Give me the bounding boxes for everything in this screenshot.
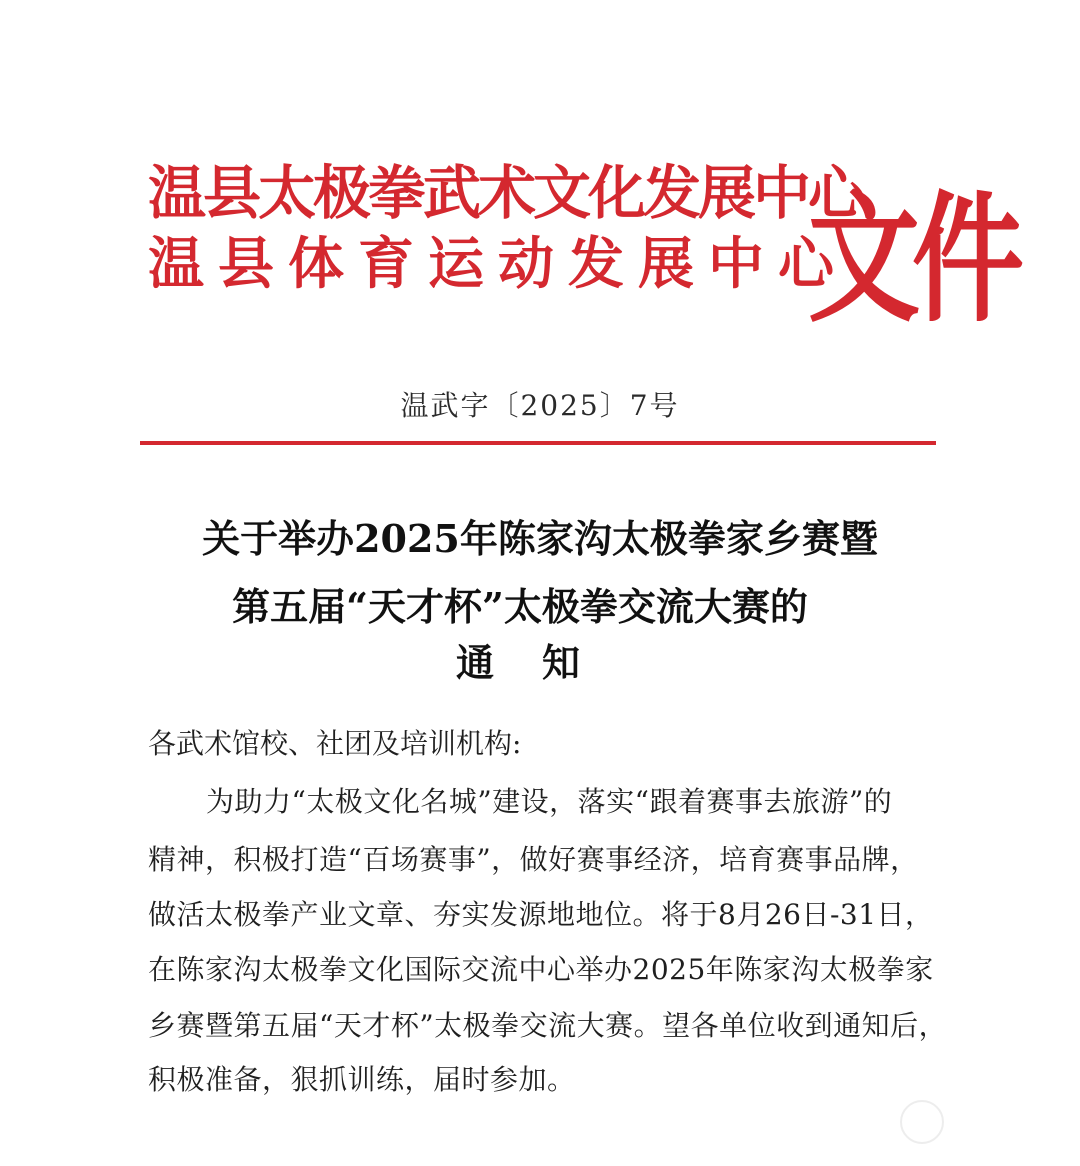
notice-title-line-2: 第五届“天才杯”太极拳交流大赛的 <box>232 584 808 629</box>
faint-watermark-circle <box>900 1100 944 1144</box>
masthead-org-line-1: 温县太极拳武术文化发展中心 <box>148 159 864 227</box>
document-number: 温武字〔2025〕7号 <box>400 389 680 422</box>
masthead-document-word: 文件 <box>808 179 1016 342</box>
body-line: 做活太极拳产业文章、夯实发源地地位。将于8月26日-31日， <box>148 898 934 931</box>
body-line: 精神，积极打造“百场赛事”，做好赛事经济，培育赛事品牌， <box>148 843 919 876</box>
body-line: 积极准备，狠抓训练，届时参加。 <box>148 1063 576 1096</box>
masthead-org-line-2: 温县体育运动发展中心 <box>148 232 848 297</box>
body-line: 乡赛暨第五届“天才杯”太极拳交流大赛。望各单位收到通知后， <box>148 1009 948 1042</box>
red-divider-line <box>140 441 936 445</box>
notice-title-line-3: 通知 <box>455 640 628 685</box>
body-line: 为助力“太极文化名城”建设，落实“跟着赛事去旅游”的 <box>206 785 893 818</box>
salutation: 各武术馆校、社团及培训机构: <box>148 727 522 760</box>
red-masthead <box>148 140 1016 342</box>
body-line: 在陈家沟太极拳文化国际交流中心举办2025年陈家沟太极拳家 <box>148 953 934 986</box>
notice-title-line-1: 关于举办2025年陈家沟太极拳家乡赛暨 <box>202 516 878 561</box>
